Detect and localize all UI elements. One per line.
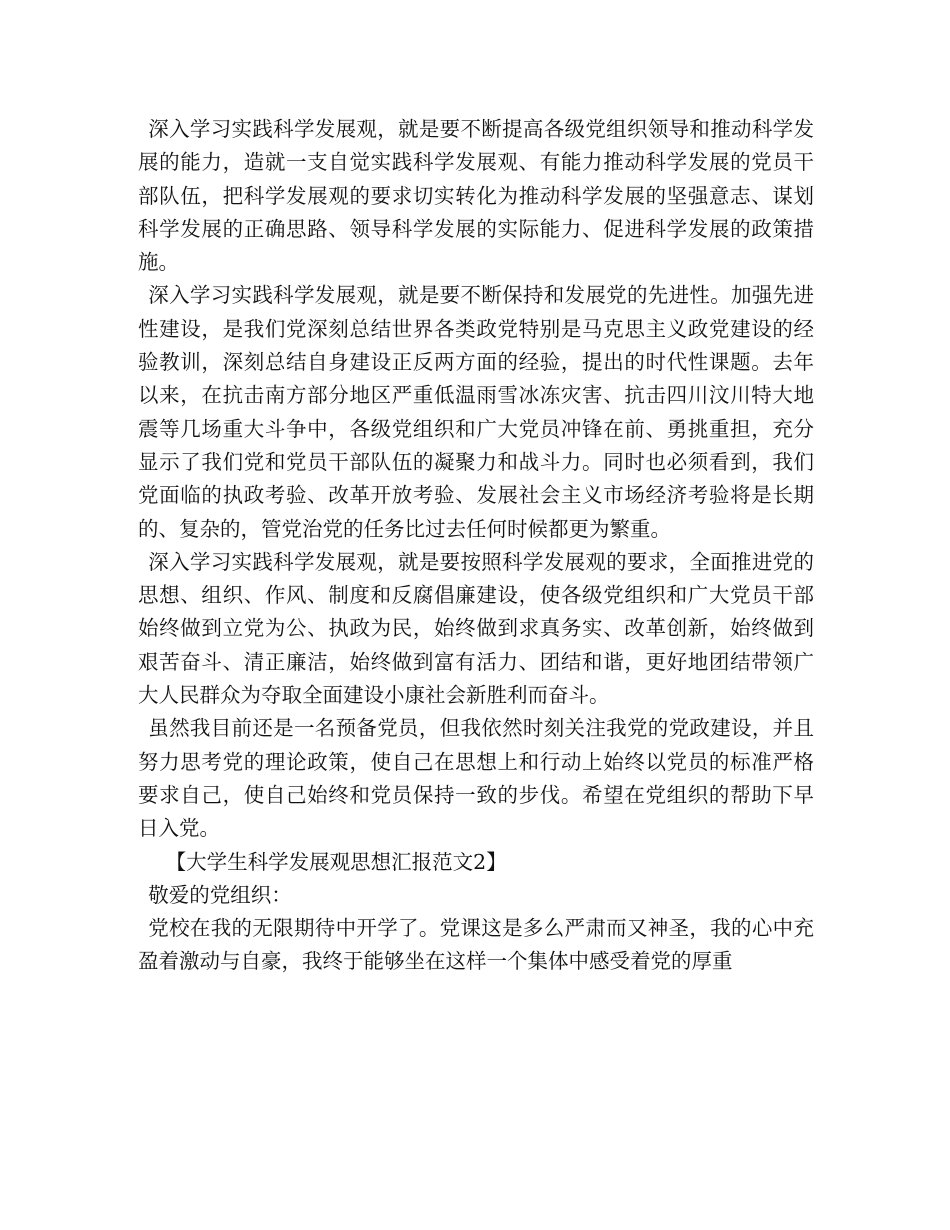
salutation: 敬爱的党组织： [148, 882, 292, 907]
paragraph-3: 深入学习实践科学发展观，就是要按照科学发展观的要求，全面推进党的思想、组织、作风、制度和反腐倡廉建设，使各级党组织和广大党员干部始终做到立党为公、执政为民，始终做到求真务实、改革创新，始终做到艰苦奋斗、清正廉洁，始终做到富有活力、团结和谐，更好地团结带领广大人民群众为夺取全面建设小康社会新胜利而奋斗。 [138, 549, 814, 708]
section-heading: 【大学生科学发展观思想汇报范文2】 [165, 849, 507, 874]
paragraph-1: 深入学习实践科学发展观，就是要不断提高各级党组织领导和推动科学发展的能力，造就一支自觉实践科学发展观、有能力推动科学发展的党员干部队伍，把科学发展观的要求切实转化为推动科学发展的坚强意志、谋划科学发展的正确思路、领导科学发展的实际能力、促进科学发展的政策措施。 [138, 117, 814, 275]
document-body [138, 113, 814, 979]
paragraph-2: 深入学习实践科学发展观，就是要不断保持和发展党的先进性。加强先进性建设，是我们党深刻总结世界各类政党特别是马克思主义政党建设的经验教训，深刻总结自身建设正反两方面的经验，提出的时代性课题。去年以来，在抗击南方部分地区严重低温雨雪冰冻灾害、抗击四川汶川特大地震等几场重大斗争中，各级党组织和广大党员冲锋在前、勇挑重担，充分显示了我们党和党员干部队伍的凝聚力和战斗力。同时也必须看到，我们党面临的执政考验、改革开放考验、发展社会主义市场经济考验将是长期的、复杂的，管党治党的任务比过去任何时候都更为繁重。 [138, 283, 814, 541]
paragraph-4: 虽然我目前还是一名预备党员，但我依然时刻关注我党的党政建设，并且努力思考党的理论政策，使自己在思想上和行动上始终以党员的标准严格要求自己，使自己始终和党员保持一致的步伐。希望在党组织的帮助下早日入党。 [138, 716, 814, 841]
closing-paragraph: 党校在我的无限期待中开学了。党课这是多么严肃而又神圣，我的心中充盈着激动与自豪，我终于能够坐在这样一个集体中感受着党的厚重 [138, 916, 814, 974]
